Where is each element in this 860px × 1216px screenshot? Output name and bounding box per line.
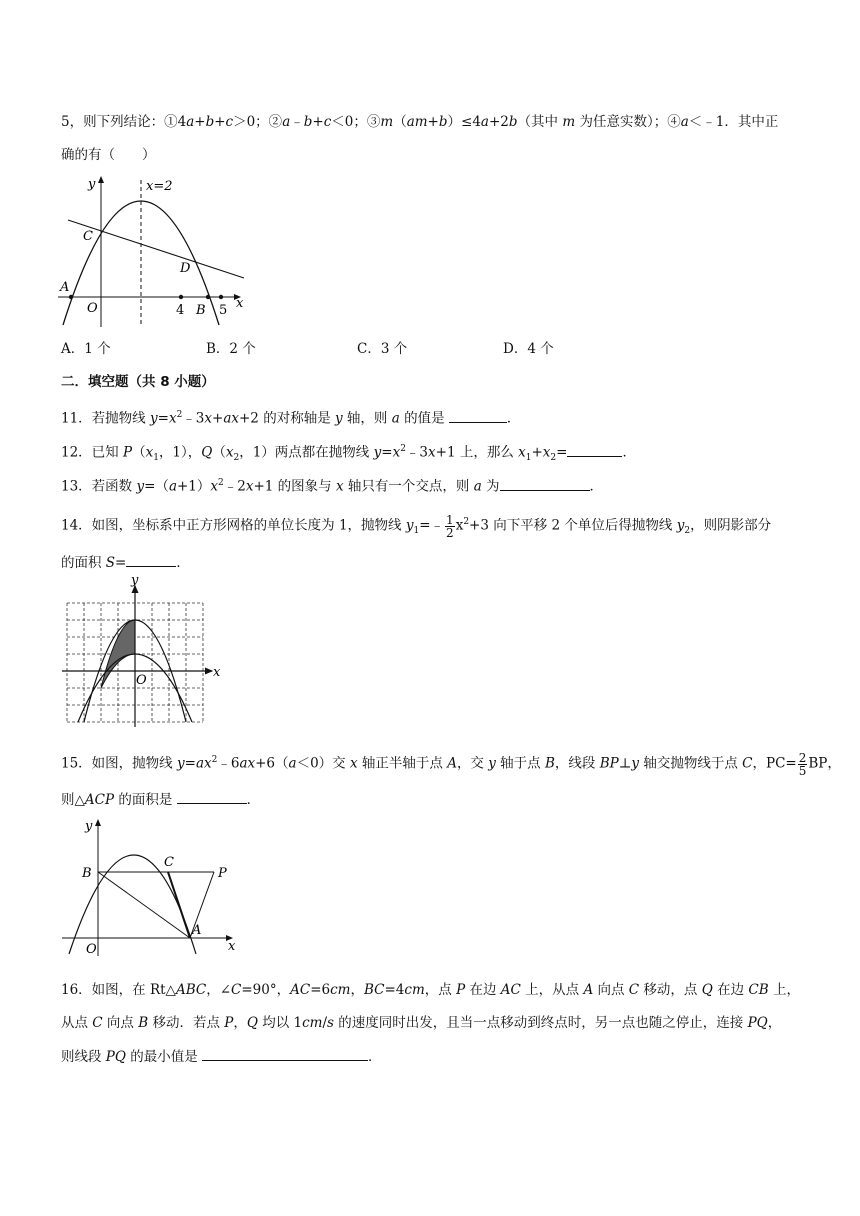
q16-line2: 从点 C 向点 B 移动．若点 P，Q 均以 1cm/s 的速度同时出发，且当一点移动到终点时，另一点也随之停止，连接 PQ， [61, 1015, 782, 1031]
q15-label-b: B [82, 866, 92, 881]
q5-label-d: D [180, 261, 191, 276]
q14-label-y: y [131, 573, 139, 588]
q14-figure [60, 572, 230, 732]
q5-label-5: 5 [219, 303, 228, 318]
q14-line1: 14．如图，坐标系中正方形网格的单位长度为 1，抛物线 $y_1=﹣$ $\frac{1}{2}$ $x^2+3$ 向下平移 2 个单位后得抛物线 $y_2$，则阴影部分 [61, 512, 772, 540]
q5-option-a: A．1 个 [61, 341, 111, 357]
q5-option-c: C．3 个 [357, 341, 408, 357]
q15-figure [60, 816, 245, 958]
q5-label-y: y [88, 177, 96, 192]
q5-label-b: B [196, 303, 206, 318]
q12: 12．已知 $P(x_1$，1），$Q(x_2$，1）两点都在抛物线 $y=x^2﹣3x+1$ 上，那么 $x_1+x_2=$ ． [61, 439, 636, 468]
q16-line3: 则线段 PQ 的最小值是 ． [61, 1046, 382, 1067]
q5-line-cd [68, 220, 244, 278]
q5-point-4 [179, 295, 183, 299]
q5-point-b [206, 295, 210, 299]
q5-label-c: C [83, 229, 93, 244]
q15-label-p: P [218, 866, 227, 881]
q5-point-a [69, 295, 73, 299]
q15-segment-ba [98, 872, 190, 938]
q5-option-d: D．4 个 [503, 341, 554, 357]
q14-label-o: O [136, 673, 147, 688]
q15-line1: 15．如图，抛物线 $y=ax^2﹣6ax+6(a<0)$交 x 轴正半轴于点 A，交 y 轴于点 B，线段 BP⊥y 轴交抛物线于点 C，PC= $\frac{2}{5}$ BP， [61, 750, 841, 778]
q5-figure [58, 172, 258, 332]
q15-label-a: A [192, 923, 202, 938]
q5-label-x: x [236, 296, 244, 311]
q15-segment-ca [168, 872, 190, 938]
q5-label-4: 4 [176, 303, 185, 318]
q15-label-o: O [86, 942, 97, 957]
q5-label-o: O [87, 301, 98, 316]
q15-label-y: y [85, 819, 93, 834]
q15-label-c: C [164, 855, 174, 870]
q5-line2: 确的有（ ） [61, 147, 156, 163]
q13: 13．若函数 $y=(a+1)x^2﹣2x+1$ 的图象与 x 轴只有一个交点，则 a 为 ． [61, 473, 603, 497]
q15-line2: 则△ACP 的面积是 ． [61, 789, 260, 810]
q5-point-5 [219, 295, 223, 299]
q14-label-x: x [213, 665, 221, 680]
q14-line2: 的面积 S= ． [61, 552, 190, 573]
section-title: 二．填空题（共 8 小题） [61, 374, 215, 390]
q5-line1: 5，则下列结论：①4a+b+c＞0；②a﹣b+c＜0；③m（am+b）≤4a+2b（其中 m 为任意实数）；④a＜﹣1．其中正 [61, 114, 779, 130]
q5-label-a: A [60, 280, 70, 295]
q5-label-axis: x=2 [146, 179, 173, 194]
q15-label-x: x [228, 939, 236, 954]
q11: 11．若抛物线 $y=x^2﹣3x+ax+2$ 的对称轴是 y 轴，则 a 的值是 ． [61, 405, 520, 429]
q5-option-b: B．2 个 [206, 341, 256, 357]
q16-line1: 16．如图，在 Rt△ABC，∠C=90°，AC=6cm，BC=4cm，点 P 在边 AC 上，从点 A 向点 C 移动，点 Q 在边 CB 上， [61, 982, 800, 998]
